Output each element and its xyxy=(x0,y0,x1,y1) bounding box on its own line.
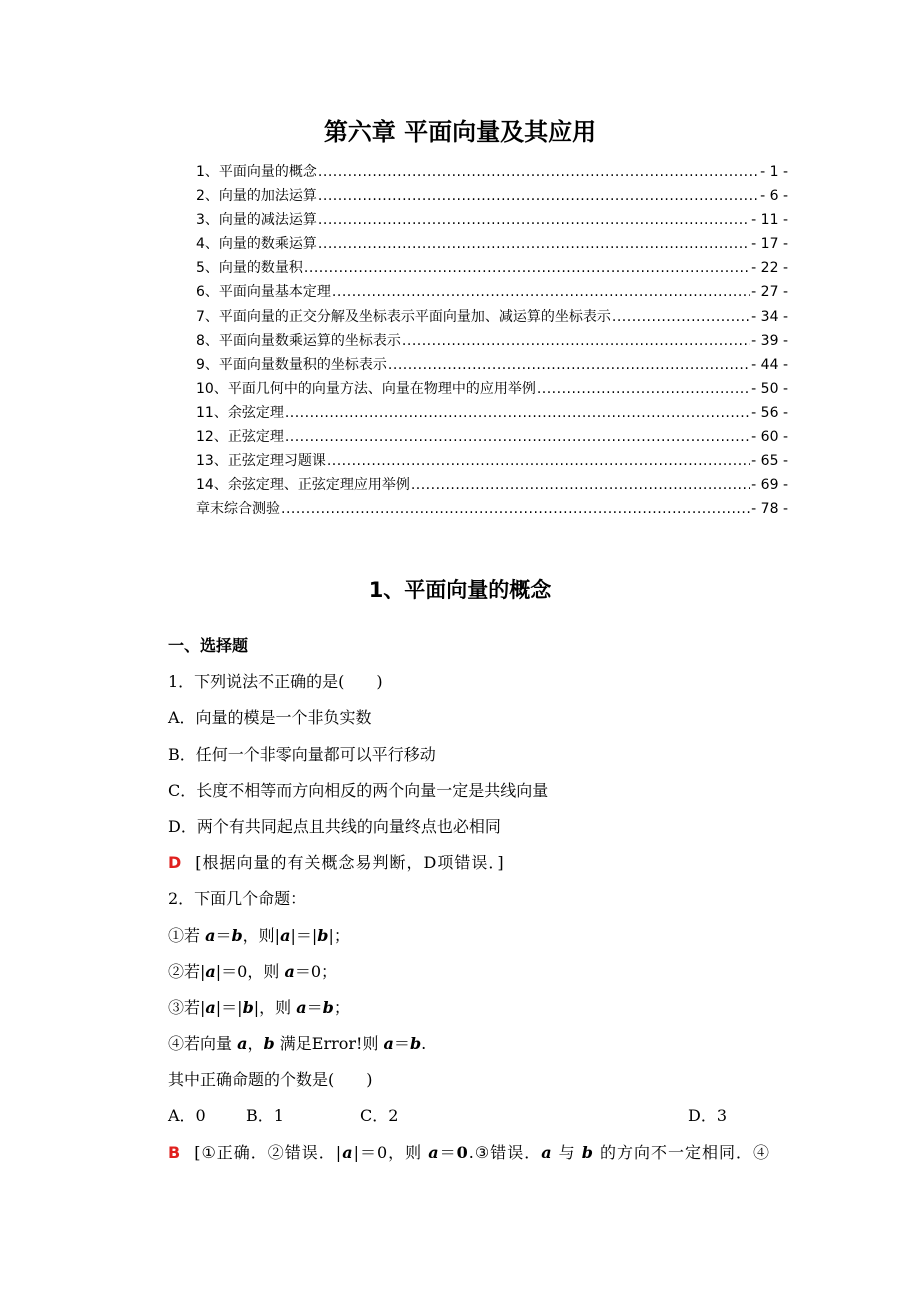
toc-entry[interactable] xyxy=(196,450,788,474)
toc-entry[interactable] xyxy=(196,281,788,305)
toc-entry-page: - 69 - xyxy=(751,477,788,494)
toc-entry-page: - 65 - xyxy=(751,453,788,470)
q2-answer-line xyxy=(168,1139,808,1175)
toc-entry-title: 8、平面向量数乘运算的坐标表示 xyxy=(196,332,401,349)
toc-entry-page: - 34 - xyxy=(751,308,788,325)
q2-statement-2: ②若|a|＝0，则 a＝0； xyxy=(168,961,338,981)
q2-options xyxy=(168,1102,808,1138)
q2-answer: B xyxy=(168,1142,181,1162)
toc-entry[interactable] xyxy=(196,233,788,257)
toc-entry[interactable] xyxy=(196,498,788,522)
toc-leader-dots xyxy=(318,164,759,180)
toc-entry-page: - 1 - xyxy=(760,164,788,180)
toc-entry-page: - 39 - xyxy=(751,332,788,349)
toc-entry-page: - 50 - xyxy=(751,380,788,397)
toc-leader-dots xyxy=(318,188,759,204)
toc-entry-page: - 60 - xyxy=(751,429,788,446)
toc-entry-title: 6、平面向量基本定理 xyxy=(196,284,331,301)
toc-entry-page: - 27 - xyxy=(751,284,788,301)
toc-entry[interactable] xyxy=(196,426,788,450)
q1-answer: D xyxy=(168,853,182,873)
toc-entry-page: - 17 - xyxy=(751,236,788,253)
toc-entry[interactable] xyxy=(196,185,788,209)
toc-leader-dots xyxy=(612,309,750,325)
table-of-contents xyxy=(196,161,788,522)
q1-option-d: D．两个有共同起点且共线的向量终点也必相同 xyxy=(168,816,501,836)
toc-entry-title: 7、平面向量的正交分解及坐标表示平面向量加、减运算的坐标表示 xyxy=(196,308,611,325)
toc-leader-dots xyxy=(281,501,750,517)
q2-option-c: C．2 xyxy=(360,1106,399,1126)
toc-entry-title: 11、余弦定理 xyxy=(196,404,284,421)
q2-stem: 2．下面几个命题： xyxy=(168,889,307,909)
toc-leader-dots xyxy=(327,453,750,469)
toc-leader-dots xyxy=(285,429,750,445)
q1-answer-line xyxy=(168,849,808,885)
q2-option-a: A．0 xyxy=(168,1106,206,1126)
section-content xyxy=(168,632,808,1175)
toc-entry[interactable] xyxy=(196,474,788,498)
toc-entry[interactable] xyxy=(196,402,788,426)
toc-entry[interactable] xyxy=(196,257,788,281)
toc-entry[interactable] xyxy=(196,378,788,402)
toc-entry-page: - 6 - xyxy=(760,188,788,205)
toc-leader-dots xyxy=(318,212,750,228)
q1-explanation: [根据向量的有关概念易判断，D项错误．] xyxy=(195,853,505,873)
toc-leader-dots xyxy=(411,477,750,493)
q2-explanation: [①正确．②错误．|a|＝0，则 a＝0.③错误．a 与 b 的方向不一定相同．④ xyxy=(194,1142,771,1162)
toc-entry-title: 4、向量的数乘运算 xyxy=(196,236,317,253)
toc-entry-page: - 56 - xyxy=(751,404,788,421)
toc-entry[interactable] xyxy=(196,306,788,330)
chapter-title: 第六章 平面向量及其应用 xyxy=(323,118,597,146)
toc-entry[interactable] xyxy=(196,354,788,378)
q2-statement-3: ③若|a|＝|b|，则 a＝b； xyxy=(168,997,350,1017)
toc-entry[interactable] xyxy=(196,161,788,185)
toc-entry[interactable] xyxy=(196,209,788,233)
q1-stem: 1．下列说法不正确的是( ) xyxy=(168,672,383,692)
toc-leader-dots xyxy=(537,381,750,397)
toc-entry-title: 3、向量的减法运算 xyxy=(196,212,317,229)
toc-entry-title: 2、向量的加法运算 xyxy=(196,188,317,205)
toc-entry-page: - 11 - xyxy=(751,212,788,229)
q2-statement-1: ①若 a＝b，则|a|＝|b|； xyxy=(168,925,350,945)
toc-entry[interactable] xyxy=(196,330,788,354)
toc-leader-dots xyxy=(332,284,750,300)
q1-option-c: C．长度不相等而方向相反的两个向量一定是共线向量 xyxy=(168,780,549,800)
toc-entry-page: - 78 - xyxy=(751,501,788,518)
q1-option-b: B．任何一个非零向量都可以平行移动 xyxy=(168,744,436,764)
toc-entry-title: 章末综合测验 xyxy=(196,501,280,518)
toc-entry-title: 14、余弦定理、正弦定理应用举例 xyxy=(196,477,410,494)
toc-entry-title: 10、平面几何中的向量方法、向量在物理中的应用举例 xyxy=(196,380,536,397)
toc-entry-page: - 44 - xyxy=(751,356,788,373)
question-type-heading: 一、选择题 xyxy=(168,636,249,655)
toc-leader-dots xyxy=(402,333,750,349)
toc-entry-title: 9、平面向量数量积的坐标表示 xyxy=(196,356,387,373)
toc-entry-title: 13、正弦定理习题课 xyxy=(196,453,326,470)
toc-leader-dots xyxy=(304,260,750,276)
q2-option-d: D．3 xyxy=(688,1106,728,1126)
section-title: 1、平面向量的概念 xyxy=(368,578,552,602)
toc-leader-dots xyxy=(285,405,750,421)
q2-option-b: B．1 xyxy=(246,1106,284,1126)
toc-entry-title: 1、平面向量的概念 xyxy=(196,164,317,180)
toc-leader-dots xyxy=(388,357,750,373)
q2-statement-4: ④若向量 a，b 满足Error!则 a＝b. xyxy=(168,1034,427,1054)
q1-option-a: A．向量的模是一个非负实数 xyxy=(168,708,372,728)
q2-ask: 其中正确命题的个数是( ) xyxy=(168,1070,373,1090)
toc-entry-page: - 22 - xyxy=(751,260,788,277)
toc-entry-title: 12、正弦定理 xyxy=(196,429,284,446)
toc-leader-dots xyxy=(318,236,750,252)
toc-entry-title: 5、向量的数量积 xyxy=(196,260,303,277)
